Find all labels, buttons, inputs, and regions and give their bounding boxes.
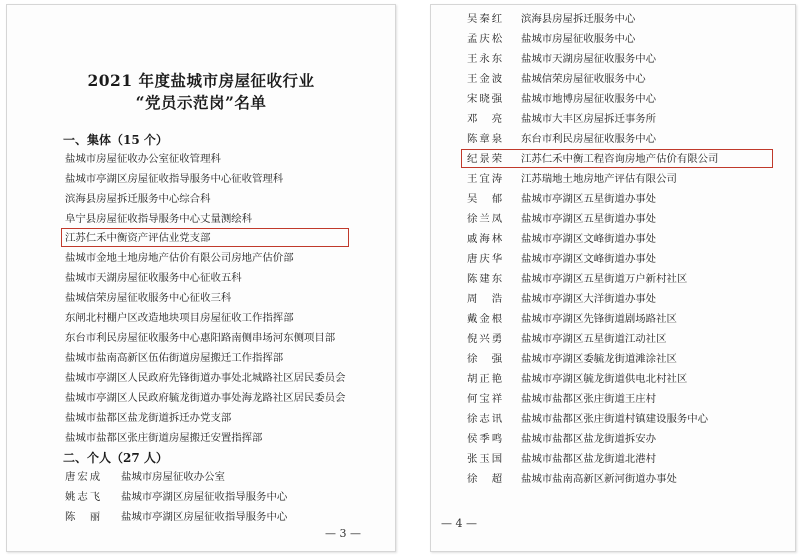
unit-item: 盐城市盐南高新区伍佑街道房屋搬迁工作指挥部 <box>65 352 284 364</box>
person-name: 徐 强 <box>467 353 505 365</box>
person-row <box>467 232 656 246</box>
person-org: 盐城市盐都区张庄街道村镇建设服务中心 <box>521 413 709 425</box>
person-row <box>467 352 677 366</box>
person-name: 戚海林 <box>467 233 505 245</box>
person-org: 江苏仁禾中衡工程咨询房地产估价有限公司 <box>521 153 719 165</box>
unit-item: 盐城市房屋征收办公室征收管理科 <box>65 153 221 165</box>
person-name: 徐 超 <box>467 473 505 485</box>
person-row <box>467 192 656 206</box>
person-org: 盐城市盐都区盐龙街道拆安办 <box>521 433 657 445</box>
person-name: 徐志讯 <box>467 413 505 425</box>
person-row <box>467 372 687 386</box>
person-org: 盐城市盐南高新区新河街道办事处 <box>521 473 677 485</box>
person-name: 宋晓强 <box>467 93 505 105</box>
person-org: 盐城市盐都区张庄街道王庄村 <box>521 393 657 405</box>
person-org: 盐城市亭湖区先锋街道剧场路社区 <box>521 313 677 325</box>
page-3 <box>6 4 396 552</box>
unit-item: 盐城市盐都区盐龙街道拆迁办党支部 <box>65 412 232 424</box>
person-row <box>467 452 656 466</box>
person-org: 盐城市亭湖区房屋征收指导服务中心 <box>121 491 288 503</box>
person-row <box>467 92 656 106</box>
person-name: 侯季鸣 <box>467 433 505 445</box>
unit-item: 盐城信荣房屋征收服务中心征收三科 <box>65 292 232 304</box>
person-name: 倪兴勇 <box>467 333 505 345</box>
person-org: 盐城市天湖房屋征收服务中心 <box>521 53 657 65</box>
person-row <box>467 12 635 26</box>
person-name: 陈 丽 <box>65 511 103 523</box>
document-title-line2: “党员示范岗”名单 <box>135 93 267 112</box>
page-4 <box>430 4 796 552</box>
section-heading-units: 一、集体（15 个） <box>63 133 168 147</box>
person-row <box>467 472 677 486</box>
person-name: 陈章泉 <box>467 133 505 145</box>
unit-item-highlighted: 江苏仁禾中衡资产评估业党支部 <box>65 232 211 244</box>
unit-item: 盐城市亭湖区人民政府先锋街道办事处北城路社区居民委员会 <box>65 372 346 384</box>
document-title-line1: 2021 年度盐城市房屋征收行业 <box>87 71 315 90</box>
person-name: 纪景荣 <box>467 153 505 165</box>
person-org: 盐城市亭湖区五星街道江动社区 <box>521 333 667 345</box>
unit-item: 盐城市亭湖区人民政府毓龙街道办事处海龙路社区居民委员会 <box>65 392 346 404</box>
unit-item: 东闸北村棚户区改造地块项目房屋征收工作指挥部 <box>65 312 294 324</box>
person-row <box>65 470 225 484</box>
person-org: 盐城市亭湖区文峰街道办事处 <box>521 233 657 245</box>
person-row <box>467 412 708 426</box>
unit-item: 阜宁县房屋征收指导服务中心丈量测绘科 <box>65 213 253 225</box>
person-row <box>467 32 635 46</box>
person-row <box>467 432 656 446</box>
person-row <box>467 312 677 326</box>
person-name: 王宜涛 <box>467 173 505 185</box>
person-row <box>467 212 656 226</box>
person-org: 盐城市大丰区房屋拆迁事务所 <box>521 113 657 125</box>
person-name: 王金波 <box>467 73 505 85</box>
person-org: 盐城市亭湖区五星街道办事处 <box>521 213 657 225</box>
person-org: 盐城市地博房屋征收服务中心 <box>521 93 657 105</box>
unit-item: 盐城市金地土地房地产估价有限公司房地产估价部 <box>65 252 294 264</box>
person-row <box>467 72 646 86</box>
person-org: 盐城市亭湖区五星街道办事处 <box>521 193 657 205</box>
person-org: 盐城市亭湖区五星街道万户新村社区 <box>521 273 688 285</box>
person-org: 盐城市亭湖区文峰街道办事处 <box>521 253 657 265</box>
unit-item: 盐城市盐都区张庄街道房屋搬迁安置指挥部 <box>65 432 263 444</box>
person-row <box>467 52 656 66</box>
person-name: 何宝祥 <box>467 393 505 405</box>
person-row <box>467 292 656 306</box>
person-row <box>467 332 666 346</box>
person-name: 吴 郁 <box>467 193 505 205</box>
person-org: 盐城市房屋征收办公室 <box>121 471 225 483</box>
unit-item: 盐城市天湖房屋征收服务中心征收五科 <box>65 272 242 284</box>
person-org: 盐城市亭湖区大洋街道办事处 <box>521 293 657 305</box>
person-org: 盐城市亭湖区房屋征收指导服务中心 <box>121 511 288 523</box>
person-name: 姚志飞 <box>65 491 103 503</box>
section-heading-persons: 二、个人（27 人） <box>63 451 168 465</box>
person-name: 周 浩 <box>467 293 505 305</box>
person-name: 邓 亮 <box>467 113 505 125</box>
person-org: 盐城信荣房屋征收服务中心 <box>521 73 646 85</box>
person-org: 盐城市亭湖区毓龙街道供电北村社区 <box>521 373 688 385</box>
person-row <box>467 392 656 406</box>
person-name: 徐兰凤 <box>467 213 505 225</box>
person-name: 陈建东 <box>467 273 505 285</box>
person-org: 盐城市亭湖区委毓龙街道滩涂社区 <box>521 353 677 365</box>
person-row <box>467 172 677 186</box>
person-org: 盐城市房屋征收服务中心 <box>521 33 636 45</box>
person-name: 王永东 <box>467 53 505 65</box>
person-row <box>467 112 656 126</box>
page-number: — 4 — <box>441 517 477 530</box>
person-org: 东台市利民房屋征收服务中心 <box>521 133 657 145</box>
unit-item: 盐城市亭湖区房屋征收指导服务中心征收管理科 <box>65 173 284 185</box>
person-row-highlighted <box>467 152 718 166</box>
person-row <box>467 272 687 286</box>
person-org: 滨海县房屋拆迁服务中心 <box>521 13 636 25</box>
person-row <box>65 490 287 504</box>
unit-item: 东台市利民房屋征收服务中心惠阳路南侧串场河东侧项目部 <box>65 332 336 344</box>
person-row <box>65 510 287 524</box>
person-name: 戴金根 <box>467 313 505 325</box>
person-org: 盐城市盐都区盐龙街道北港村 <box>521 453 657 465</box>
person-row <box>467 132 656 146</box>
page-number: — 3 — <box>325 527 361 540</box>
unit-item: 滨海县房屋拆迁服务中心综合科 <box>65 193 211 205</box>
person-name: 张玉国 <box>467 453 505 465</box>
person-row <box>467 252 656 266</box>
person-name: 孟庆松 <box>467 33 505 45</box>
person-org: 江苏瑞地土地房地产评估有限公司 <box>521 173 677 185</box>
person-name: 唐庆华 <box>467 253 505 265</box>
person-name: 吴秦红 <box>467 13 505 25</box>
person-name: 唐宏成 <box>65 471 103 483</box>
person-name: 胡正艳 <box>467 373 505 385</box>
